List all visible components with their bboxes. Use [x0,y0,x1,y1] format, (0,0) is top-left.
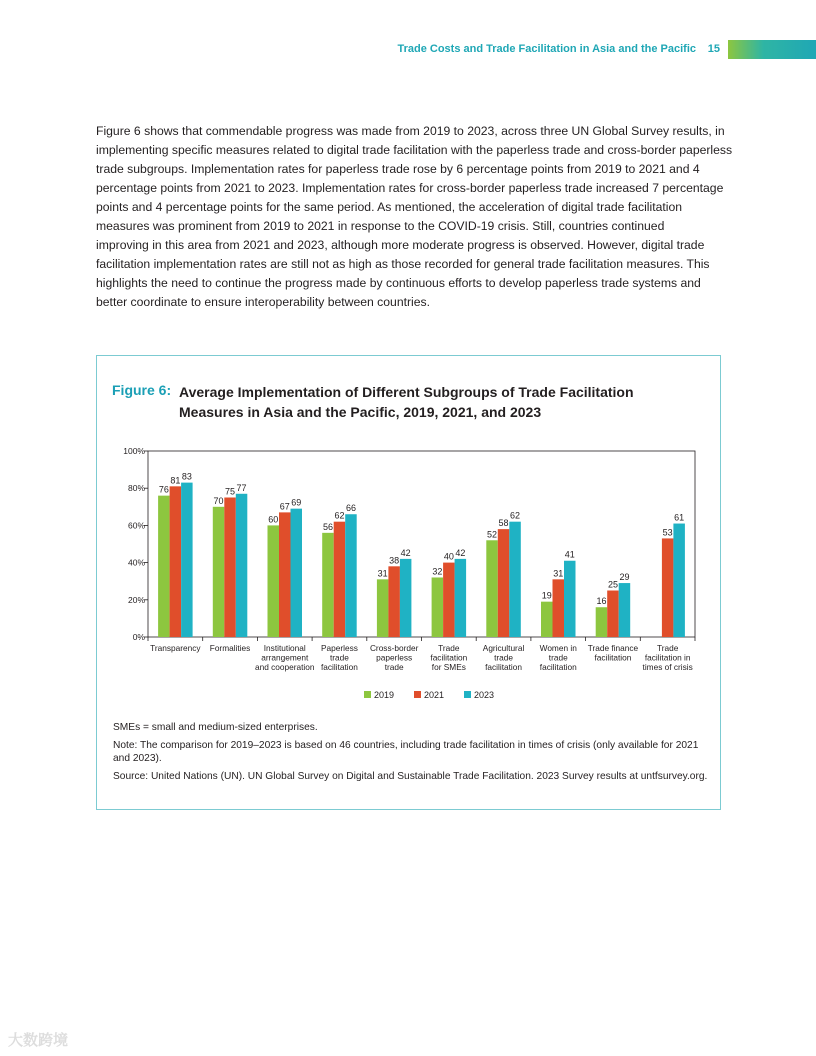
data-label: 42 [400,547,411,558]
data-label: 62 [334,510,345,521]
body-line: improving in this area from 2021 and 2023, although more moderate progress is observed. However, digital trade [96,238,705,252]
data-label: 62 [510,510,521,521]
bar-2021 [279,512,291,637]
running-header [0,38,816,62]
header-color-tab [728,40,816,59]
bar-2021 [170,486,182,637]
bar-2019 [596,607,608,637]
bar-2023 [619,583,631,637]
bar-chart [110,440,710,710]
bar-2021 [498,529,510,637]
x-tick-label-line: Trade finance [587,643,639,653]
data-label: 77 [236,482,247,493]
bar-2021 [334,522,346,637]
body-line: better coordinate to ensure interoperability between countries. [96,295,431,309]
data-label: 83 [181,471,192,482]
data-label: 66 [345,503,356,514]
body-line: highlights the need to continue the progress made by continuous efforts to develop paperless trade systems and [96,276,701,290]
bar-2023 [455,559,467,637]
data-label: 58 [498,518,509,529]
body-line: trade subgroups. Implementation rates for paperless trade rose by 6 percentage points from 2019 to 2021 and 4 [96,162,700,176]
bar-2023 [673,524,685,637]
data-label: 31 [553,568,564,579]
bar-2019 [213,507,225,637]
x-tick-label-line: Trade [438,643,460,653]
body-paragraph [96,122,733,312]
x-tick-label-line: Women in [539,643,577,653]
data-label: 42 [455,547,466,558]
x-tick-label [210,643,251,653]
body-line: facilitation implementation rates are still not as high as those recorded for general trade facilitation measures. This [96,257,710,271]
x-tick-label-line: paperless [376,652,413,663]
figure-title [179,382,634,422]
comparison-note: Note: The comparison for 2019–2023 is based on 46 countries, including trade facilitation in times of crisis (only available for 2021 and 2023). [113,740,699,764]
data-label: 81 [170,475,181,486]
bar-2021 [662,538,674,637]
bar-2021 [388,566,400,637]
y-tick-label: 80% [127,483,145,494]
page-number: 15 [707,43,720,55]
x-tick-label [540,643,578,672]
bar-2023 [400,559,412,637]
legend-swatch [414,691,421,698]
figure-title-line: Average Implementation of Different Subgroups of Trade Facilitation [179,384,634,400]
bar-2019 [432,577,444,637]
data-label: 60 [268,514,279,525]
x-tick-label-line: trade [384,662,404,672]
x-tick-label [643,643,693,672]
body-line: implementing specific measures related to digital trade facilitation with the paperless trade and cross-border paperless [96,143,733,157]
figure-label: Figure 6: [112,382,172,398]
data-label: 29 [619,572,630,583]
bar-2023 [291,509,303,637]
abbreviation-note: SMEs = small and medium-sized enterprises. [113,722,318,733]
x-tick-label-line: facilitation [485,662,523,672]
x-tick-label-line: Trade [656,643,679,653]
x-tick-label-line: facilitation [594,652,632,663]
x-tick-label-line: trade [548,652,568,663]
data-label: 69 [291,497,302,508]
bar-2021 [607,591,619,638]
y-tick-label: 100% [123,446,145,456]
data-label: 75 [225,486,236,497]
x-tick-label [150,643,201,653]
data-label: 16 [596,596,607,607]
x-tick-label-line: trade [494,652,514,663]
x-tick-label-line: facilitation [539,662,577,672]
x-tick-label-line: Agricultural [482,643,525,653]
bar-2023 [181,483,193,637]
bar-2021 [224,498,236,638]
x-tick-label-line: times of crisis [642,662,693,672]
header-title: Trade Costs and Trade Facilitation in Asia and the Pacific [397,43,696,55]
legend-label: 2023 [474,690,495,700]
x-tick-label [370,643,419,672]
data-label: 76 [158,484,169,495]
body-line: measures was prominent from 2019 to 2021 in response to the COVID-19 crisis. Still, countries continued [96,219,665,233]
x-tick-label [255,643,315,672]
data-label: 70 [213,495,224,506]
body-line: percentage points from 2021 to 2023. Implementation rates for cross-border paperless trade increased 7 percentage [96,181,724,195]
bar-2019 [268,525,280,637]
bar-2021 [443,563,455,637]
x-tick-label-line: for SMEs [431,662,466,672]
x-tick-label-line: Cross-border [369,643,419,653]
x-tick-label-line: Institutional [263,643,306,653]
bar-2023 [345,514,357,637]
data-label: 52 [487,529,498,540]
watermark-logo: 大数跨境 [8,1032,69,1049]
y-tick-label: 0% [132,632,145,642]
bar-2023 [509,522,521,637]
x-tick-label [321,643,358,672]
legend-label: 2021 [424,690,445,700]
x-tick-label [430,643,467,672]
x-tick-label-line: arrangement [261,652,309,663]
data-label: 25 [607,579,618,590]
body-line: Figure 6 shows that commendable progress was made from 2019 to 2023, across three UN Global Survey results, in [96,124,725,138]
source-note: Source: United Nations (UN). UN Global Survey on Digital and Sustainable Trade Facilitation. 2023 Survey results at untfsurvey.org. [113,771,708,782]
data-label: 40 [443,551,454,562]
x-tick-label-line: facilitation [430,652,468,663]
bar-2019 [541,602,553,637]
figure-notes [113,721,713,788]
bar-2019 [486,540,498,637]
figure-title-line: Measures in Asia and the Pacific, 2019, 2021, and 2023 [179,404,542,420]
x-tick-label-line: and cooperation [254,662,315,672]
legend-swatch [464,691,471,698]
data-label: 56 [322,521,333,532]
x-tick-label-line: facilitation in [644,652,691,663]
bar-2019 [377,579,389,637]
y-tick-label: 60% [127,520,145,531]
x-tick-label [588,643,639,663]
legend-label: 2019 [374,690,395,700]
data-label: 38 [389,555,400,566]
data-label: 41 [564,549,575,560]
data-label: 32 [432,566,443,577]
x-tick-label-line: trade [329,652,349,663]
x-tick-label-line: Paperless [320,643,358,653]
bar-2021 [553,579,565,637]
y-tick-label: 20% [127,594,145,605]
x-tick-label-line: Formalities [209,643,251,653]
x-tick-label-line: Transparency [150,643,201,653]
data-label: 53 [662,527,673,538]
bar-2023 [564,561,576,637]
y-tick-label: 40% [127,557,145,568]
bar-2019 [322,533,334,637]
bar-2023 [236,494,248,637]
body-line: points and 4 percentage points for the same period. As mentioned, the acceleration of digital trade facilitation [96,200,683,214]
data-label: 67 [279,501,290,512]
data-label: 31 [377,568,388,579]
x-tick-label [483,643,525,672]
data-label: 19 [541,590,552,601]
bar-2019 [158,496,170,637]
x-tick-label-line: facilitation [320,662,358,672]
data-label: 61 [674,512,685,523]
legend-swatch [364,691,371,698]
